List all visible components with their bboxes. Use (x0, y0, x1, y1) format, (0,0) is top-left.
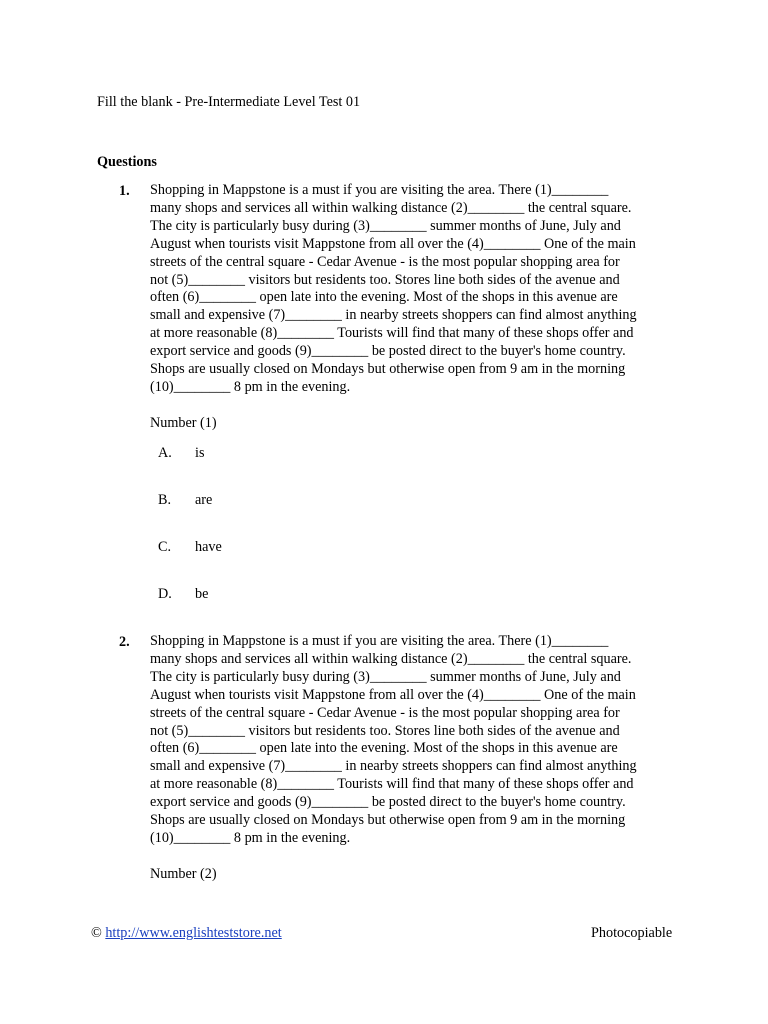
option-letter: B. (158, 492, 172, 508)
passage-line: not (5)________ visitors but residents too. Stores line both sides of the avenue and (150, 271, 620, 288)
passage-line: Shops are usually closed on Mondays but otherwise open from 9 am in the morning (150, 812, 626, 829)
option-letter: C. (158, 539, 172, 555)
page-title: Fill the blank - Pre-Intermediate Level Test 01 (97, 94, 361, 110)
option-text: is (195, 445, 205, 461)
option-letter: D. (158, 586, 172, 602)
option-a[interactable] (158, 444, 204, 462)
passage-line: export service and goods (9)________ be posted direct to the buyer's home country. (150, 343, 626, 360)
passage-line: many shops and services all within walking distance (2)________ the central square. (150, 650, 632, 667)
passage-line: Shopping in Mappstone is a must if you are visiting the area. There (1)________ (150, 633, 609, 649)
passage-line: Shopping in Mappstone is a must if you are visiting the area. There (1)________ (150, 182, 609, 198)
question-prompt: Number (2) (150, 866, 217, 882)
passage-line: export service and goods (9)________ be posted direct to the buyer's home country. (150, 794, 626, 811)
passage-line: August when tourists visit Mappstone from all over the (4)________ One of the main (150, 235, 636, 252)
passage-line: often (6)________ open late into the evening. Most of the shops in this avenue are (150, 740, 618, 757)
passage-line: small and expensive (7)________ in nearby streets shoppers can find almost anything (150, 307, 637, 324)
passage-line: at more reasonable (8)________ Tourists will find that many of these shops offer and (150, 325, 634, 342)
option-letter: A. (158, 445, 172, 461)
question-number: 1. (119, 183, 130, 199)
website-link[interactable]: http://www.englishteststore.net (105, 925, 282, 941)
passage-line: often (6)________ open late into the evening. Most of the shops in this avenue are (150, 289, 618, 306)
footer-photocopiable: Photocopiable (591, 925, 673, 941)
copyright-symbol: © (91, 925, 102, 941)
passage-line: The city is particularly busy during (3)________ summer months of June, July and (150, 217, 621, 234)
passage-line: (10)________ 8 pm in the evening. (150, 829, 351, 846)
passage-line: (10)________ 8 pm in the evening. (150, 378, 351, 395)
passage-line: streets of the central square - Cedar Avenue - is the most popular shopping area for (150, 704, 620, 721)
option-text: be (195, 586, 209, 602)
option-b[interactable] (158, 491, 212, 509)
question-passage (150, 182, 672, 397)
option-d[interactable] (158, 585, 208, 603)
question-passage (150, 633, 672, 848)
passage-line: many shops and services all within walking distance (2)________ the central square. (150, 199, 632, 216)
option-text: are (195, 492, 213, 508)
option-c[interactable] (158, 538, 222, 556)
passage-line: not (5)________ visitors but residents too. Stores line both sides of the avenue and (150, 722, 620, 739)
passage-line: streets of the central square - Cedar Avenue - is the most popular shopping area for (150, 253, 620, 270)
passage-line: at more reasonable (8)________ Tourists will find that many of these shops offer and (150, 776, 634, 793)
question-number: 2. (119, 634, 130, 650)
option-text: have (195, 539, 222, 555)
passage-line: The city is particularly busy during (3)________ summer months of June, July and (150, 668, 621, 685)
question-prompt: Number (1) (150, 415, 217, 431)
passage-line: small and expensive (7)________ in nearby streets shoppers can find almost anything (150, 758, 637, 775)
passage-line: Shops are usually closed on Mondays but otherwise open from 9 am in the morning (150, 361, 626, 378)
footer-copyright (91, 924, 282, 942)
passage-line: August when tourists visit Mappstone from all over the (4)________ One of the main (150, 686, 636, 703)
section-heading: Questions (97, 154, 157, 170)
